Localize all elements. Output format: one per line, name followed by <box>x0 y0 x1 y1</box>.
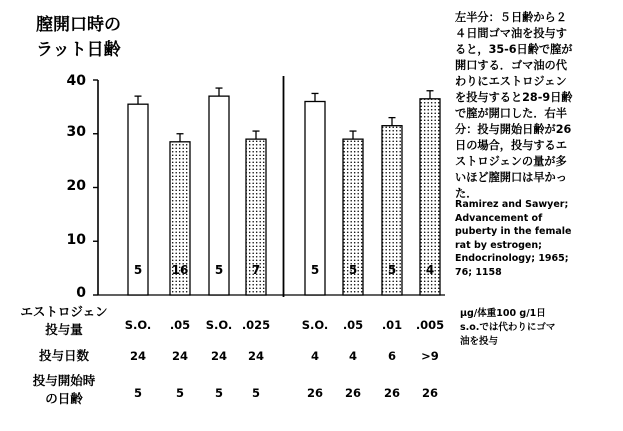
reference-citation <box>455 198 620 279</box>
bar-n-label: 4 <box>425 263 435 277</box>
reference-line: Endocrinology; 1965; <box>455 253 569 264</box>
days-cell: 4 <box>310 349 319 363</box>
row-label-start-line1: 投与開始時 <box>32 373 96 388</box>
bar-n-label: 5 <box>348 263 358 277</box>
chart-title-line2: ラット日齢 <box>36 40 121 60</box>
reference-line: rat by estrogen; <box>455 239 542 251</box>
start-age-cell: 5 <box>251 386 260 400</box>
row-label-dose-line2: 投与量 <box>45 322 83 337</box>
note-line: ４日間ゴマ油を投与す <box>455 27 567 40</box>
note-line: 日の場合，投与するエ <box>455 139 567 152</box>
days-cell: 24 <box>129 349 146 363</box>
bar-n-label: 5 <box>387 263 397 277</box>
note-line: わりにエストロジェン <box>455 75 567 88</box>
reference-line: Advancement of <box>455 212 543 224</box>
start-age-cell: 5 <box>133 386 142 400</box>
dose-cell: .05 <box>169 318 191 332</box>
dose-cell: S.O. <box>301 318 329 332</box>
dose-cell: S.O. <box>124 318 152 332</box>
y-tick-label-20: 20 <box>66 178 86 194</box>
days-cell: 6 <box>387 349 396 363</box>
dose-cell: .005 <box>415 318 445 332</box>
explanation-note <box>455 10 617 202</box>
y-tick-label-0: 0 <box>76 285 86 301</box>
dose-cell: .05 <box>342 318 364 332</box>
note-line: 分：投与開始日齢が26 <box>455 123 572 136</box>
bar-n-label: 7 <box>251 263 261 277</box>
y-tick-label-30: 30 <box>66 124 86 140</box>
start-age-cell: 26 <box>383 386 400 400</box>
bar-n-label: 5 <box>214 263 224 277</box>
start-age-cell: 26 <box>344 386 361 400</box>
days-cell: 24 <box>210 349 227 363</box>
note-line: 左半分：５日齢から２ <box>455 11 567 24</box>
dose-cell: S.O. <box>205 318 233 332</box>
reference-line: Ramirez and Sawyer; <box>455 199 569 210</box>
note-line: いほど膣開口は早かっ <box>455 171 567 184</box>
row-label-dose <box>14 303 114 339</box>
reference-line: puberty in the female <box>455 226 572 237</box>
chart-title-line1: 膣開口時の <box>36 15 121 35</box>
y-tick-label-10: 10 <box>66 232 86 248</box>
days-cell: 24 <box>247 349 264 363</box>
bar-n-label: 16 <box>171 263 189 277</box>
unit-note-line3: 油を投与 <box>460 336 499 347</box>
y-tick-label-40: 40 <box>66 73 86 89</box>
note-line: 開口する．ゴマ油の代 <box>455 59 567 72</box>
start-age-cell: 5 <box>175 386 184 400</box>
reference-line: 76; 1158 <box>455 266 502 278</box>
bar-n-label: 5 <box>133 263 143 277</box>
note-line: を投与すると28-9日齢 <box>455 91 573 104</box>
note-line: で膣が開口した．右半 <box>455 107 567 120</box>
unit-note-line1: μg/体重100 g/1日 <box>460 308 546 319</box>
dose-cell: .025 <box>241 318 271 332</box>
start-age-cell: 26 <box>306 386 323 400</box>
start-age-cell: 26 <box>421 386 438 400</box>
unit-note-line2: s.o.では代わりにゴマ <box>460 322 556 333</box>
note-line: ると，35-6日齢で膣が <box>455 43 573 56</box>
row-label-start-age <box>14 372 114 408</box>
unit-note <box>460 307 620 349</box>
start-age-cell: 5 <box>214 386 223 400</box>
row-label-dose-line1: エストロジェン <box>20 304 108 319</box>
days-cell: >9 <box>421 349 439 363</box>
days-cell: 4 <box>348 349 357 363</box>
note-line: た． <box>455 187 478 200</box>
note-line: ストロジェンの量が多 <box>455 155 567 168</box>
dose-cell: .01 <box>381 318 403 332</box>
row-label-days: 投与日数 <box>38 348 89 363</box>
bar-n-label: 5 <box>310 263 320 277</box>
row-label-start-line2: の日齢 <box>45 391 83 406</box>
days-cell: 24 <box>171 349 188 363</box>
